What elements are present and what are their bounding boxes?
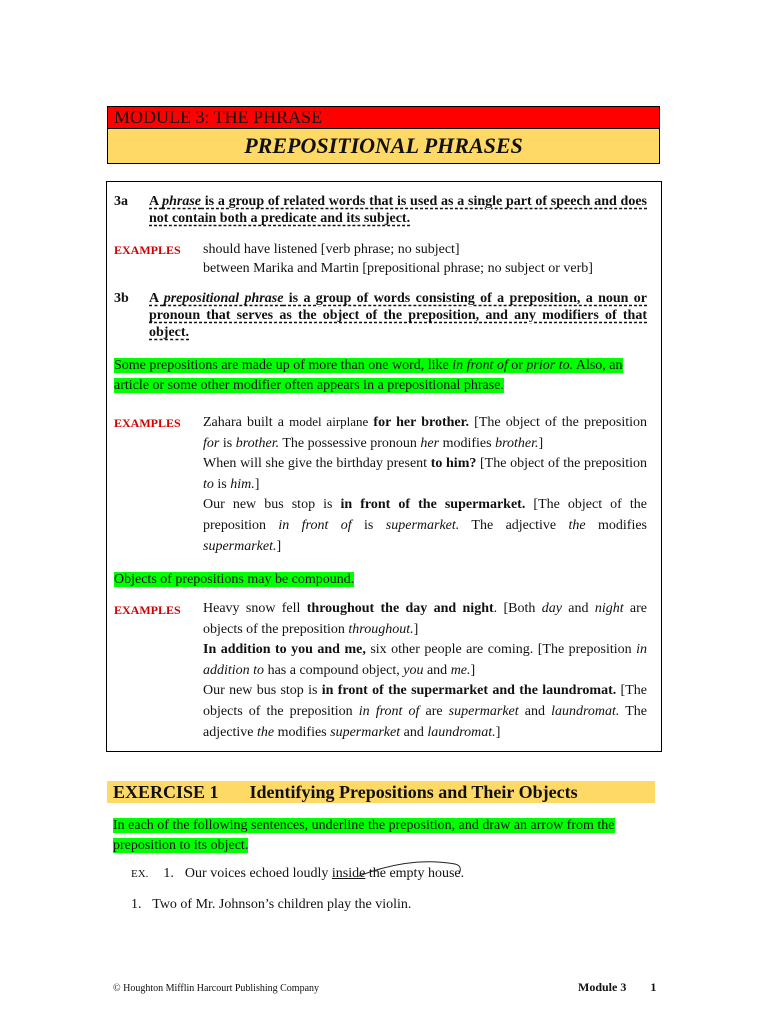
exercise-item <box>131 896 411 914</box>
footer-module: Module 3 <box>578 980 627 994</box>
note-multiword-prepositions: Some prepositions are made up of more than one word, like in front of or prior to. Also, an article or some other modifier often appears in a prepositional phrase. <box>114 358 623 393</box>
examples-list <box>203 599 647 743</box>
examples-label: EXAMPLES <box>114 416 181 430</box>
page-number: 1 <box>650 980 657 994</box>
copyright: © Houghton Mifflin Harcourt Publishing Company <box>113 983 320 994</box>
example-item: When will she give the birthday present to him? [The object of the preposition to is him.] <box>203 456 647 492</box>
definition-number: 3a <box>114 194 128 209</box>
item-text: Two of Mr. Johnson’s children play the violin. <box>152 897 412 912</box>
example-item: Zahara built a model airplane for her brother. [The object of the preposition for is brother. The possessive pronoun her modifies brother.] <box>203 414 647 451</box>
item-number: 1. <box>131 897 142 912</box>
example-line: should have listened [verb phrase; no subject] <box>203 242 460 257</box>
definition-text: A phrase is a group of related words that is used as a single part of speech and does not contain both a predicate and its subject. <box>149 194 647 226</box>
example-item: Our new bus stop is in front of the supermarket. [The object of the preposition in front of is supermarket. The adjective the modifies supermarket.] <box>203 497 647 554</box>
exercise-label: EXERCISE 1 <box>113 782 219 802</box>
arrow-annotation <box>355 860 470 880</box>
definition-text: A prepositional phrase is a group of words consisting of a preposition, a noun or pronoun that serves as the object of the preposition, and any modifiers of that object. <box>149 291 647 340</box>
page-footer <box>578 980 656 995</box>
lesson-box <box>106 181 662 752</box>
example-item: In addition to you and me, six other people are coming. [The preposition in addition to has a compound object, you and me.] <box>203 642 647 678</box>
examples-label: EXAMPLES <box>114 243 181 257</box>
definition-3b <box>114 290 647 341</box>
example-item: Our new bus stop is in front of the supermarket and the laundromat. [The objects of the preposition in front of are supermarket and laundromat. The adjective the modifies supermarket and laundromat.] <box>203 683 647 740</box>
definition-3a <box>114 193 647 227</box>
definition-number: 3b <box>114 291 129 306</box>
exercise-header <box>107 781 655 803</box>
module-title: MODULE 3: THE PHRASE <box>114 107 323 127</box>
exercise-title: Identifying Prepositions and Their Objects <box>249 782 578 802</box>
examples-list <box>203 240 643 278</box>
section-title-bar <box>107 129 660 164</box>
note-compound-objects: Objects of prepositions may be compound. <box>114 572 355 587</box>
section-title: PREPOSITIONAL PHRASES <box>244 133 523 158</box>
example-item: Heavy snow fell throughout the day and night. [Both day and night are objects of the preposition throughout.] <box>203 601 648 637</box>
example-prefix: EX. <box>131 868 149 880</box>
exercise-example: EX. 1. Our voices echoed loudly inside the empty house. <box>131 866 465 881</box>
module-title-bar <box>107 106 660 129</box>
example-number: 1. <box>163 866 174 881</box>
examples-label: EXAMPLES <box>114 603 181 617</box>
example-line: between Marika and Martin [prepositional phrase; no subject or verb] <box>203 261 593 276</box>
exercise-instructions: In each of the following sentences, underline the preposition, and draw an arrow from the preposition to its object. <box>113 818 615 853</box>
examples-list <box>203 412 647 557</box>
underlined-preposition: inside <box>331 866 366 881</box>
